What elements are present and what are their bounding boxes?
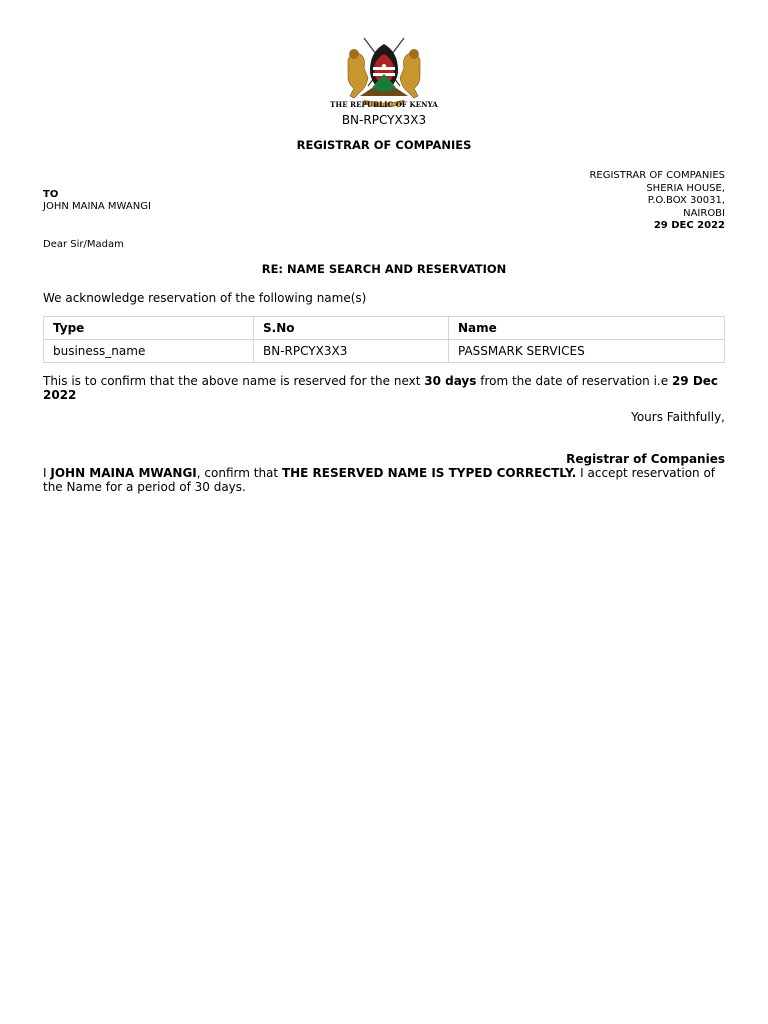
address-line: SHERIA HOUSE,	[646, 182, 725, 194]
letter-date: 29 DEC 2022	[653, 220, 725, 231]
reservation-table	[43, 316, 725, 363]
column-header-type: Type	[44, 317, 254, 340]
cell-type: business_name	[44, 340, 254, 363]
cell-sno: BN-RPCYX3X3	[254, 340, 449, 363]
reservation-duration: 30 days	[424, 374, 477, 388]
kenya-coat-of-arms-icon	[334, 30, 434, 110]
acknowledgement-text: We acknowledge reservation of the following name(s)	[43, 291, 367, 305]
acceptance-emphasis: THE RESERVED NAME IS TYPED CORRECTLY.	[281, 466, 577, 480]
closing-phrase: Yours Faithfully,	[631, 410, 725, 424]
sender-address	[589, 170, 725, 233]
confirmation-text-middle: from the date of reservation i.e	[476, 374, 672, 388]
republic-caption: THE REPUBLIC OF KENYA	[330, 100, 438, 109]
address-line: NAIROBI	[683, 207, 725, 219]
confirmation-text: This is to confirm that the above name is reserved for the next	[43, 374, 425, 388]
confirmation-paragraph	[43, 375, 725, 402]
table-header-row	[44, 317, 725, 340]
acceptance-suffix: I accept reservation of the Name for a period of 30 days.	[43, 466, 716, 494]
table-row	[44, 340, 725, 363]
document-title: REGISTRAR OF COMPANIES	[296, 138, 472, 152]
signatory: Registrar of Companies	[566, 452, 725, 466]
address-line: P.O.BOX 30031,	[647, 195, 725, 206]
acceptance-middle: , confirm that	[196, 466, 282, 480]
subject-heading: RE: NAME SEARCH AND RESERVATION	[261, 262, 507, 276]
recipient-block	[43, 189, 151, 213]
reference-number: BN-RPCYX3X3	[341, 113, 427, 127]
acceptance-prefix: I	[43, 466, 51, 480]
salutation: Dear Sir/Madam	[43, 239, 124, 250]
cell-name: PASSMARK SERVICES	[449, 340, 725, 363]
to-label: TO	[43, 189, 59, 200]
column-header-name: Name	[449, 317, 725, 340]
acceptance-paragraph	[43, 466, 725, 494]
address-line: REGISTRAR OF COMPANIES	[589, 170, 725, 181]
reservation-date: 29 Dec 2022	[43, 374, 719, 402]
recipient-name: JOHN MAINA MWANGI	[43, 201, 151, 212]
acceptance-name: JOHN MAINA MWANGI	[50, 466, 197, 480]
column-header-sno: S.No	[254, 317, 449, 340]
